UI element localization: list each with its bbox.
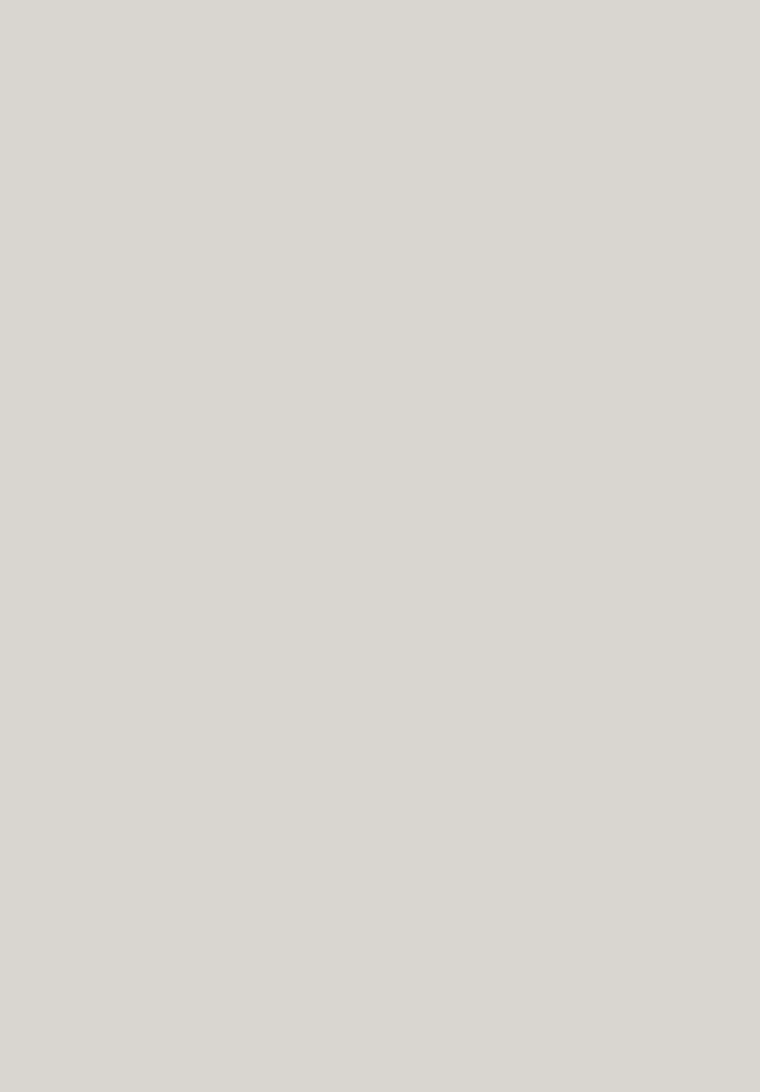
exam-sheet [0,0,760,1092]
